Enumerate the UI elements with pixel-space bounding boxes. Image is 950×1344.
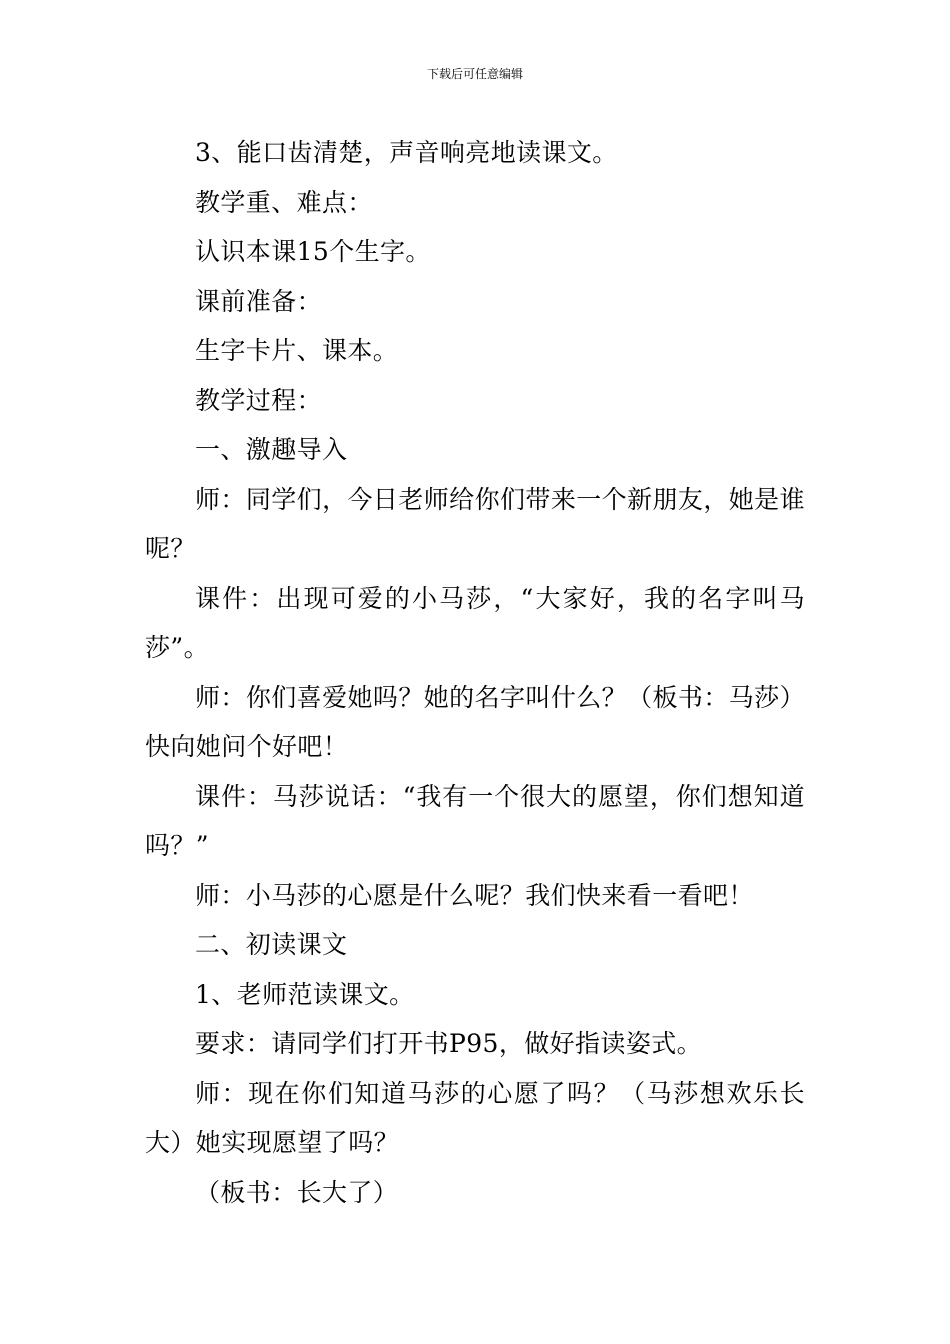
paragraph-board-note: （板书：长大了） bbox=[195, 1177, 399, 1207]
paragraph-courseware-2: 课件：马莎说话：“我有一个很大的愿望，你们想知道吗？” bbox=[145, 781, 805, 860]
paragraph-process-heading: 教学过程： bbox=[195, 385, 323, 415]
paragraph-requirement: 要求：请同学们打开书P95，做好指读姿式。 bbox=[195, 1029, 703, 1058]
paragraph-step-1: 1、老师范读课文。 bbox=[195, 979, 415, 1009]
paragraph-courseware-1: 课件：出现可爱的小马莎，“大家好，我的名字叫马莎”。 bbox=[145, 583, 805, 662]
paragraph-teacher-4: 师：现在你们知道马莎的心愿了吗？（马莎想欢乐长大）她实现愿望了吗？ bbox=[145, 1078, 805, 1157]
paragraph-teacher-1: 师：同学们，今日老师给你们带来一个新朋友，她是谁呢？ bbox=[145, 484, 805, 563]
paragraph-teacher-3: 师：小马莎的心愿是什么呢？我们快来看一看吧！ bbox=[195, 880, 754, 910]
paragraph-teacher-2: 师：你们喜爱她吗？她的名字叫什么？（板书：马莎）快向她问个好吧！ bbox=[145, 682, 805, 761]
page-header: 下载后可任意编辑 bbox=[426, 67, 523, 81]
section-heading-first-reading: 二、初读课文 bbox=[195, 930, 348, 959]
paragraph-preparation-heading: 课前准备： bbox=[195, 286, 323, 316]
paragraph-key-points: 认识本课15个生字。 bbox=[195, 237, 431, 266]
paragraph-goal-3: 3、能口齿清楚，声音响亮地读课文。 bbox=[195, 138, 618, 167]
section-heading-intro: 一、激趣导入 bbox=[195, 435, 348, 464]
paragraph-preparation: 生字卡片、课本。 bbox=[195, 336, 399, 365]
paragraph-key-points-heading: 教学重、难点： bbox=[195, 187, 373, 217]
document-body bbox=[145, 128, 805, 1217]
